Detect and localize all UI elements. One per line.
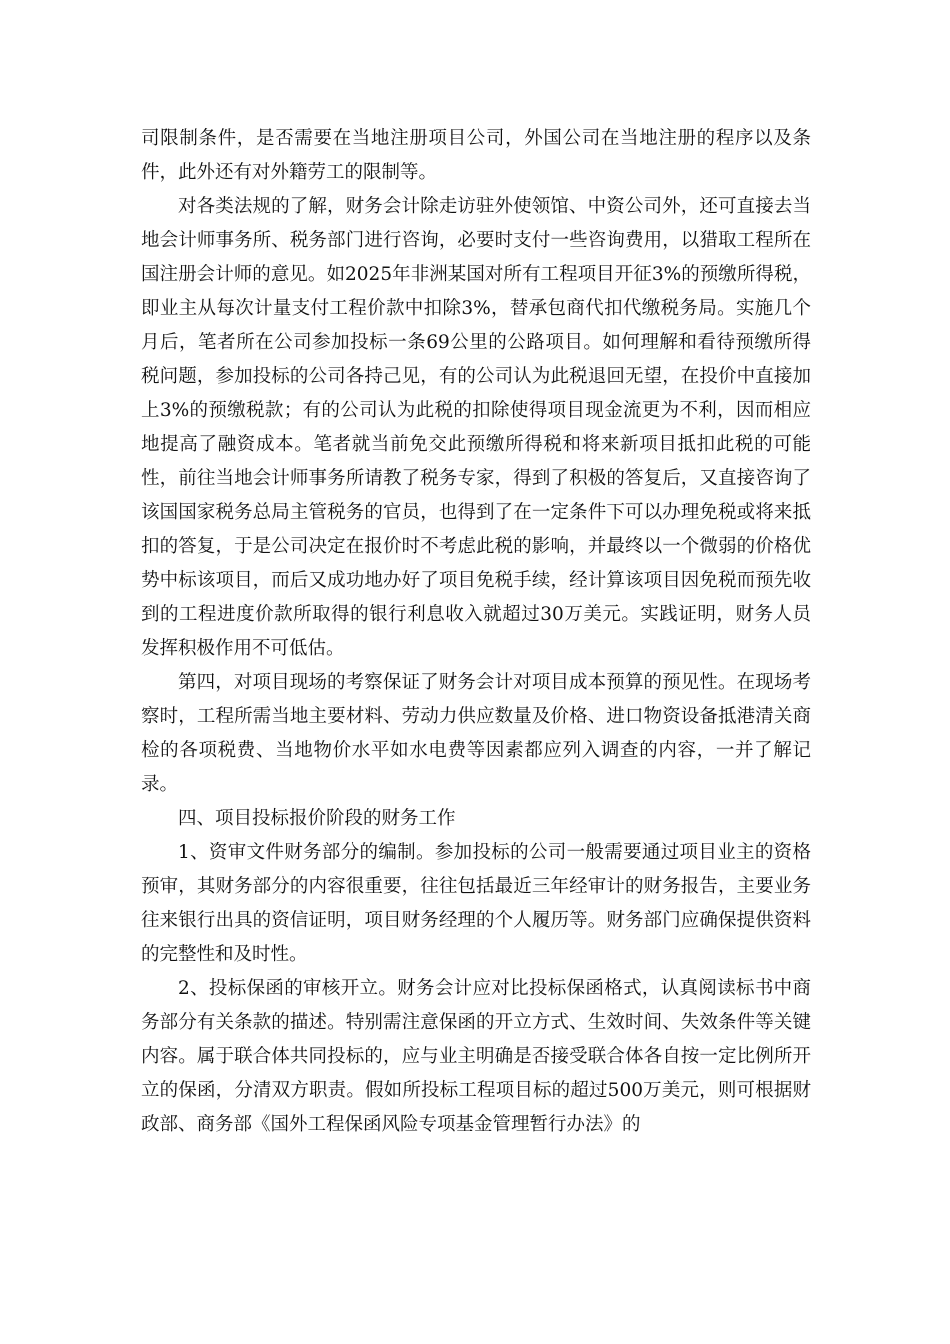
- section-heading-bidding-stage: 四、项目投标报价阶段的财务工作: [178, 808, 456, 829]
- paragraph-regulations-consulting: 对各类法规的了解，财务会计除走访驻外使领馆、中资公司外，还可直接去当地会计师事务所、税务部门进行咨询，必要时支付一些咨询费用，以猎取工程所在国注册会计师的意见。如2025年非洲某国对所有工程项目开征3%的预缴所得税，即业主从每次计量支付工程价款中扣除3%，替承包商代扣代缴税务局。实施几个月后，笔者所在公司参加投标一条69公里的公路项目。如何理解和看待预缴所得税问题，参加投标的公司各持己见，有的公司认为此税退回无望，在投价中直接加上3%的预缴税款；有的公司认为此税的扣除使得项目现金流更为不利，因而相应地提高了融资成本。笔者就当前免交此预缴所得税和将来新项目抵扣此税的可能性，前往当地会计师事务所请教了税务专家，得到了积极的答复后，又直接咨询了该国国家税务总局主管税务的官员，也得到了在一定条件下可以办理免税或将来抵扣的答复，于是公司决定在报价时不考虑此税的影响，并最终以一个微弱的价格优势中标该项目，而后又成功地办好了项目免税手续，经计算该项目因免税而预先收到的工程进度价款所取得的银行利息收入就超过30万美元。实践证明，财务人员发挥积极作用不可低估。: [141, 196, 811, 659]
- paragraph-site-inspection: 第四，对项目现场的考察保证了财务会计对项目成本预算的预见性。在现场考察时，工程所需当地主要材料、劳动力供应数量及价格、进口物资设备抵港清关商检的各项税费、当地物价水平如水电费等因素都应列入调查的内容，一并了解记录。: [141, 672, 811, 795]
- document-body: [141, 122, 811, 1142]
- paragraph-bid-guarantee: 2、投标保函的审核开立。财务会计应对比投标保函格式，认真阅读标书中商务部分有关条款的描述。特别需注意保函的开立方式、生效时间、失效条件等关键内容。属于联合体共同投标的，应与业主明确是否接受联合体各自按一定比例所开立的保函，分清双方职责。假如所投标工程项目标的超过500万美元，则可根据财政部、商务部《国外工程保函风险专项基金管理暂行办法》的: [141, 978, 811, 1135]
- paragraph-prequalification-financials: 1、资审文件财务部分的编制。参加投标的公司一般需要通过项目业主的资格预审，其财务部分的内容很重要，往往包括最近三年经审计的财务报告，主要业务往来银行出具的资信证明，项目财务经理的个人履历等。财务部门应确保提供资料的完整性和及时性。: [141, 842, 811, 965]
- paragraph-continued-restrictions: 司限制条件，是否需要在当地注册项目公司，外国公司在当地注册的程序以及条件，此外还有对外籍劳工的限制等。: [141, 128, 811, 183]
